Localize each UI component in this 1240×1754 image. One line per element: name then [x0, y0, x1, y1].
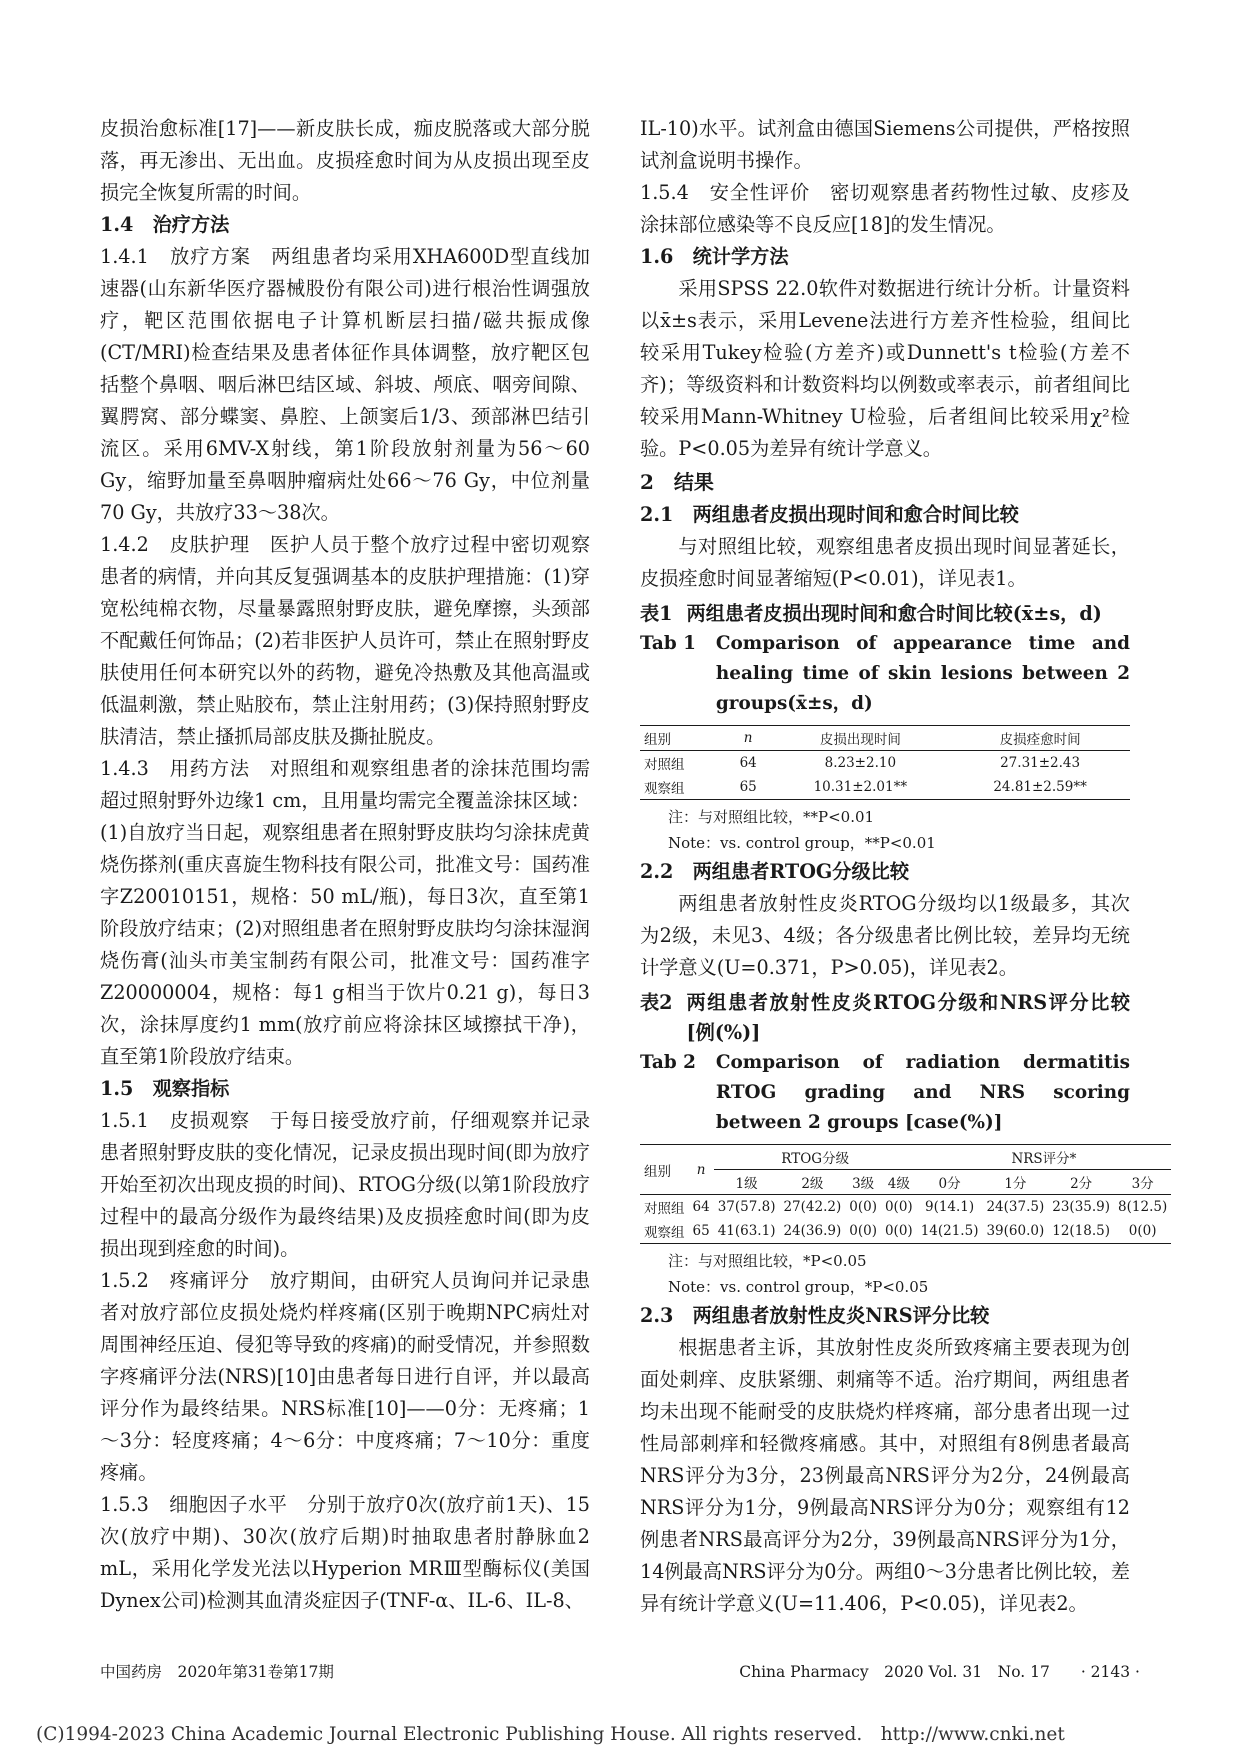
section-1-4-3-lead: 1.4.3 用药方法 [100, 757, 271, 780]
heading-1-6: 1.6 统计学方法 [640, 245, 789, 268]
table1-note-zh: 注：与对照组比较，**P<0.01 [668, 808, 875, 826]
table2-cell: 对照组 [644, 1201, 685, 1217]
table2 [640, 1144, 1171, 1244]
table2-subheader: 3分 [1114, 1170, 1171, 1195]
table2-cell: 9(14.1) [924, 1199, 975, 1215]
section-1-4-2-body: 医护人员于整个放疗过程中密切观察患者的病情，并向其反复强调基本的皮肤护理措施：(1)穿宽松纯棉衣物，尽量暴露照射野皮肤，避免摩擦，头颈部不配戴任何饰品；(2)若非医护人员许可，禁止在照射野皮肤使用任何本研究以外的药物，避免冷热敷及其他高温或低温刺激，禁止贴胶布，禁止注射用药；(3)保持照射野皮肤清洁，禁止搔抓局部皮肤及撕扯脱皮。 [100, 533, 591, 748]
section-1-5-2-lead: 1.5.2 疼痛评分 [100, 1269, 271, 1292]
left-column [100, 113, 590, 1617]
heading-2-3: 2.3 两组患者放射性皮炎NRS评分比较 [640, 1304, 990, 1327]
table2-cell: 24(36.9) [779, 1219, 845, 1244]
section-1-5-3-lead: 1.5.3 细胞因子水平 [100, 1493, 308, 1516]
table2-header-n: n [689, 1145, 714, 1195]
heading-2-2: 2.2 两组患者RTOG分级比较 [640, 860, 910, 883]
table2-cell: 39(60.0) [982, 1219, 1048, 1244]
table2-title-en: Comparison of radiation dermatitis RTOG grading and NRS scoring between 2 groups [case(%)] [715, 1052, 1130, 1133]
table1-header-appearance: 皮损出现时间 [770, 726, 950, 751]
table1-cell: 8.23±2.10 [824, 755, 897, 771]
table2-caption-zh [640, 988, 1130, 1048]
table1-cell: 24.81±2.59** [950, 775, 1130, 800]
table2-cell: 0(0) [849, 1199, 877, 1215]
paragraph-continued: IL-10)水平。试剂盒由德国Siemens公司提供，严格按照试剂盒说明书操作。 [640, 117, 1130, 172]
table2-cell: 14(21.5) [917, 1219, 983, 1244]
table2-header-rtog: RTOG分级 [714, 1145, 917, 1170]
table1-cell: 65 [726, 775, 771, 800]
table2-subheader: 0分 [917, 1170, 983, 1195]
table2-cell: 27(42.2) [783, 1199, 842, 1215]
table1-title-zh: 两组患者皮损出现时间和愈合时间比较(x̄±s，d) [686, 602, 1102, 625]
heading-1-4: 1.4 治疗方法 [100, 213, 230, 236]
table2-subheader: 4级 [881, 1170, 917, 1195]
table1-cell: 27.31±2.43 [1000, 755, 1081, 771]
table-row [640, 775, 1130, 800]
table2-cell: 观察组 [640, 1219, 689, 1244]
table2-subheader: 2级 [779, 1170, 845, 1195]
section-1-5-4 [640, 177, 1130, 241]
paragraph-healing-standard: 皮损治愈标准[17]——新皮肤长成，痂皮脱落或大部分脱落，再无渗出、无出血。皮损痊愈时间为从皮损出现至皮损完全恢复所需的时间。 [100, 117, 590, 204]
section-1-4-2-lead: 1.4.2 皮肤护理 [100, 533, 271, 556]
table1-cell: 观察组 [640, 775, 726, 800]
table2-cell: 0(0) [845, 1219, 881, 1244]
table2-subheader: 1级 [714, 1170, 780, 1195]
table1-header-healing: 皮损痊愈时间 [950, 726, 1130, 751]
table1-note-en: Note：vs. control group，**P<0.01 [668, 834, 936, 852]
table1-header-n: n [726, 726, 771, 751]
heading-1-5: 1.5 观察指标 [100, 1077, 230, 1100]
table2-caption-en [640, 1048, 1130, 1138]
table2-note-en: Note：vs. control group，*P<0.05 [668, 1278, 929, 1296]
table-row [640, 1195, 1171, 1220]
table2-subheader: 1分 [982, 1170, 1048, 1195]
table2-note-zh: 注：与对照组比较，*P<0.05 [668, 1252, 867, 1270]
table2-cell: 8(12.5) [1118, 1199, 1168, 1215]
table2-cell: 12(18.5) [1048, 1219, 1114, 1244]
table-row [640, 1219, 1171, 1244]
heading-2-1: 2.1 两组患者皮损出现时间和愈合时间比较 [640, 503, 1019, 526]
copyright-line: (C)1994-2023 China Academic Journal Electronic Publishing House. All rights reserved. http://www.cnki.net [36, 1724, 1065, 1745]
section-1-5-1-body: 于每日接受放疗前，仔细观察并记录患者照射野皮肤的变化情况，记录皮损出现时间(即为放疗开始至初次出现皮损的时间)、RTOG分级(以第1阶段放疗过程中的最高分级作为最终结果)及皮损痊愈时间(即为皮损出现到痊愈的时间)。 [100, 1109, 591, 1260]
paragraph-statistics: 采用SPSS 22.0软件对数据进行统计分析。计量资料以x̄±s表示，采用Levene法进行方差齐性检验，组间比较采用Tukey检验(方差齐)或Dunnett's t检验(方差不齐)；等级资料和计数资料均以例数或率表示，前者组间比较采用Mann-Whitney U检验，后者组间比较采用χ²检验。P<0.05为差异有统计学意义。 [640, 277, 1130, 460]
section-1-5-3 [100, 1489, 590, 1617]
section-1-4-1 [100, 241, 590, 529]
paragraph-2-1: 与对照组比较，观察组患者皮损出现时间显著延长，皮损痊愈时间显著缩短(P<0.01)，详见表1。 [640, 535, 1130, 590]
table2-label-en: Tab 2 [640, 1052, 696, 1073]
table1-header-group: 组别 [640, 726, 726, 751]
table2-cell: 0(0) [884, 1199, 913, 1215]
table2-title-zh: 两组患者放射性皮炎RTOG分级和NRS评分比较[例(%)] [686, 991, 1130, 1044]
section-1-5-1-lead: 1.5.1 皮损观察 [100, 1109, 271, 1132]
section-1-4-1-lead: 1.4.1 放疗方案 [100, 245, 272, 268]
table2-cell: 23(35.9) [1052, 1199, 1111, 1215]
table-row [640, 751, 1130, 776]
table2-cell: 64 [692, 1199, 710, 1215]
table2-cell: 65 [689, 1219, 714, 1244]
section-1-5-3-body: 分别于放疗0次(放疗前1天)、15次(放疗中期)、30次(放疗后期)时抽取患者肘静脉血2 mL，采用化学发光法以Hyperion MRⅢ型酶标仪(美国Dynex公司)检测其血清炎症因子(TNF-α、IL-6、IL-8、 [100, 1493, 590, 1612]
section-1-4-2 [100, 529, 590, 753]
section-1-5-4-body: 密切观察患者药物性过敏、皮疹及涂抹部位感染等不良反应[18]的发生情况。 [640, 181, 1130, 236]
paragraph-2-3: 根据患者主诉，其放射性皮炎所致疼痛主要表现为创面处刺痒、皮肤紧绷、刺痛等不适。治疗期间，两组患者均未出现不能耐受的皮肤烧灼样疼痛，部分患者出现一过性局部刺痒和轻微疼痛感。其中，对照组有8例患者最高NRS评分为3分，23例最高NRS评分为2分，24例最高NRS评分为1分，9例最高NRS评分为0分；观察组有12例患者NRS最高评分为2分，39例最高NRS评分为1分，14例最高NRS评分为0分。两组0～3分患者比例比较，差异有统计学意义(U=11.406，P<0.05)，详见表2。 [640, 1336, 1130, 1615]
table2-subheader: 3级 [845, 1170, 881, 1195]
paragraph-2-2: 两组患者放射性皮炎RTOG分级均以1级最多，其次为2级，未见3、4级；各分级患者比例比较，差异均无统计学意义(U=0.371，P>0.05)，详见表2。 [640, 892, 1130, 979]
footer-journal-en: China Pharmacy 2020 Vol. 31 No. 17 · 2143 · [739, 1663, 1140, 1681]
table2-subheader: 2分 [1048, 1170, 1114, 1195]
table1-cell: 64 [739, 755, 757, 771]
section-1-5-4-lead: 1.5.4 安全性评价 [640, 181, 831, 204]
right-column [640, 113, 1168, 1620]
table2-cell: 0(0) [1114, 1219, 1171, 1244]
table2-cell: 0(0) [881, 1219, 917, 1244]
section-1-5-1 [100, 1105, 590, 1265]
table2-header-group: 组别 [640, 1145, 689, 1195]
table1-title-en: Comparison of appearance time and healing time of skin lesions between 2 groups(x̄±s，d) [715, 633, 1130, 714]
table1-cell: 对照组 [644, 757, 685, 773]
table2-cell: 41(63.1) [714, 1219, 780, 1244]
table1-caption-en [640, 629, 1130, 719]
heading-2-results: 2 结果 [640, 470, 714, 494]
table2-label-zh: 表2 [640, 991, 673, 1014]
table1-caption-zh [640, 599, 1130, 629]
table1 [640, 725, 1130, 800]
table1-label-zh: 表1 [640, 602, 673, 625]
table1-label-en: Tab 1 [640, 633, 696, 654]
table2-cell: 24(37.5) [986, 1199, 1045, 1215]
section-1-4-1-body: 两组患者均采用XHA600D型直线加速器(山东新华医疗器械股份有限公司)进行根治性调强放疗，靶区范围依据电子计算机断层扫描/磁共振成像(CT/MRI)检查结果及患者体征作具体调整，放疗靶区包括整个鼻咽、咽后淋巴结区域、斜坡、颅底、咽旁间隙、翼腭窝、部分蝶窦、鼻腔、上颌窦后1/3、颈部淋巴结引流区。采用6MV-X射线，第1阶段放射剂量为56～60 Gy，缩野加量至鼻咽肿瘤病灶处66～76 Gy，中位剂量70 Gy，共放疗33～38次。 [100, 245, 590, 524]
section-1-4-3-body: 对照组和观察组患者的涂抹范围均需超过照射野外边缘1 cm，且用量均需完全覆盖涂抹区域：(1)自放疗当日起，观察组患者在照射野皮肤均匀涂抹虎黄烧伤搽剂(重庆喜旋生物科技有限公司，批准文号：国药准字Z20010151，规格：50 mL/瓶)，每日3次，直至第1阶段放疗结束；(2)对照组患者在照射野皮肤均匀涂抹湿润烧伤膏(汕头市美宝制药有限公司，批准文号：国药准字Z20000004，规格：每1 g相当于饮片0.21 g)，每日3次，涂抹厚度约1 mm(放疗前应将涂抹区域擦拭干净)，直至第1阶段放疗结束。 [100, 757, 591, 1068]
section-1-5-2 [100, 1265, 590, 1489]
table1-cell: 10.31±2.01** [770, 775, 950, 800]
table2-header-nrs: NRS评分* [917, 1145, 1172, 1170]
table2-cell: 37(57.8) [717, 1199, 776, 1215]
section-1-5-2-body: 放疗期间，由研究人员询问并记录患者对放疗部位皮损处烧灼样疼痛(区别于晚期NPC病灶对周围神经压迫、侵犯等导致的疼痛)的耐受情况，并参照数字疼痛评分法(NRS)[10]由患者每日进行自评，并以最高评分作为最终结果。NRS标准[10]——0分：无疼痛；1～3分：轻度疼痛；4～6分：中度疼痛；7～10分：重度疼痛。 [100, 1269, 591, 1484]
section-1-4-3 [100, 753, 590, 1073]
footer-journal-zh: 中国药房 2020年第31卷第17期 [100, 1663, 334, 1681]
